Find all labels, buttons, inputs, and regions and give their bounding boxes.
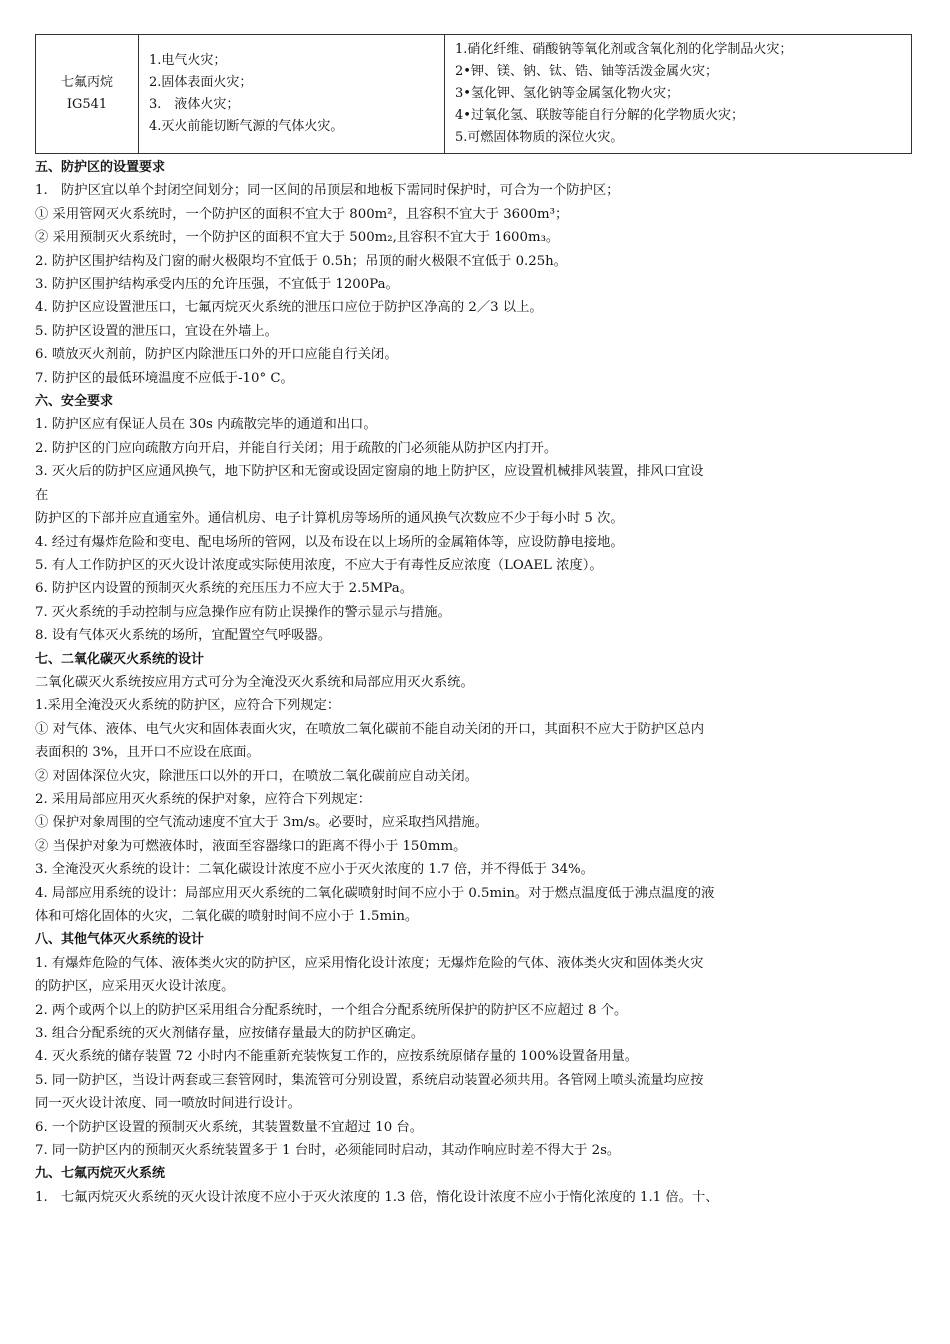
paragraph-line: 5. 有人工作防护区的灭火设计浓度或实际使用浓度，不应大于有毒性反应浓度（LOAEL 浓度）。 — [35, 557, 603, 573]
document-body — [35, 156, 912, 1209]
paragraph-line: 1. 防护区应有保证人员在 30s 内疏散完毕的通道和出口。 — [35, 417, 377, 433]
paragraph-line: 7. 灭火系统的手动控制与应急操作应有防止误操作的警示显示与措施。 — [35, 604, 451, 620]
not-applicable-item: 4•过氧化氢、联胺等能自行分解的化学物质火灾； — [455, 108, 744, 123]
paragraph-line: ① 保护对象周围的空气流动速度不宜大于 3m/s。必要时，应采取挡风措施。 — [35, 815, 489, 831]
paragraph-line: 6. 喷放灭火剂前，防护区内除泄压口外的开口应能自行关闭。 — [35, 347, 398, 363]
paragraph-line: 8. 设有气体灭火系统的场所，宜配置空气呼吸器。 — [35, 628, 332, 644]
paragraph-line: 2. 两个或两个以上的防护区采用组合分配系统时，一个组合分配系统所保护的防护区不应超过 8 个。 — [35, 1002, 628, 1018]
paragraph-line: 7. 防护区的最低环境温度不应低于-10° C。 — [35, 370, 294, 386]
applicable-item: 4.灭火前能切断气源的气体火灾。 — [149, 119, 344, 134]
applicable-item: 3. 液体火灾； — [149, 97, 240, 112]
section-heading: 九、七氟丙烷灭火系统 — [35, 1166, 166, 1182]
paragraph-line: ① 采用管网灭火系统时，一个防护区的面积不宜大于 800m²，且容积不宜大于 3600m³； — [35, 206, 569, 222]
paragraph-line: 3. 防护区围护结构承受内压的允许压强，不宜低于 1200Pa。 — [35, 277, 399, 293]
section-heading: 五、防护区的设置要求 — [35, 160, 166, 175]
paragraph-line: 的防护区，应采用灭火设计浓度。 — [35, 979, 235, 995]
not-applicable-item: 2•钾、镁、钠、钛、锆、铀等活泼金属火灾； — [455, 64, 718, 79]
applicable-item: 2.固体表面火灾； — [149, 75, 253, 90]
paragraph-line: 同一灭火设计浓度、同一喷放时间进行设计。 — [35, 1096, 301, 1112]
paragraph-line: ② 采用预制灭火系统时，一个防护区的面积不宜大于 500m₂,且容积不宜大于 1600m₃。 — [35, 230, 560, 246]
paragraph-line: 3. 灭火后的防护区应通风换气，地下防护区和无窗或设固定窗扇的地上防护区，应设置机械排风装置，排风口宜设 — [35, 464, 704, 480]
applicable-item: 1.电气火灾； — [149, 53, 227, 68]
paragraph-line: 体和可熔化固体的火灾，二氧化碳的喷射时间不应小于 1.5min。 — [35, 909, 419, 924]
applicable-fires-cell — [139, 35, 445, 154]
paragraph-line: 1. 防护区宜以单个封闭空间划分；同一区间的吊顶层和地板下需同时保护时，可合为一个防护区； — [35, 183, 620, 199]
extinguishing-agent-table — [35, 34, 912, 154]
not-applicable-item: 5.可燃固体物质的深位火灾。 — [455, 130, 624, 145]
paragraph-line: 1. 七氟丙烷灭火系统的灭火设计浓度不应小于灭火浓度的 1.3 倍，惰化设计浓度不应小于惰化浓度的 1.1 倍。十、 — [35, 1189, 719, 1205]
agent-name-line: IG541 — [66, 97, 108, 112]
paragraph-line: ② 对固体深位火灾，除泄压口以外的开口，在喷放二氧化碳前应自动关闭。 — [35, 768, 479, 784]
paragraph-line: 2. 采用局部应用灭火系统的保护对象，应符合下列规定： — [35, 791, 372, 807]
paragraph-line: 4. 灭火系统的储存装置 72 小时内不能重新充装恢复工作的，应按系统原储存量的 100%设置备用量。 — [35, 1049, 639, 1065]
not-applicable-item: 3•氢化钾、氢化钠等金属氢化物火灾； — [455, 86, 679, 101]
paragraph-line: 1.采用全淹没灭火系统的防护区，应符合下列规定： — [35, 698, 341, 714]
paragraph-line: 2. 防护区围护结构及门窗的耐火极限均不宜低于 0.5h；吊顶的耐火极限不宜低于 0.25h。 — [35, 253, 568, 269]
paragraph-line: 7. 同一防护区内的预制灭火系统装置多于 1 台时，必须能同时启动，其动作响应时差不得大于 2s。 — [35, 1143, 621, 1159]
paragraph-line: 表面积的 3%，且开口不应设在底面。 — [35, 745, 260, 761]
section-heading: 六、安全要求 — [35, 394, 114, 410]
paragraph-line: 在 — [35, 487, 49, 503]
paragraph-line: 2. 防护区的门应向疏散方向开启，并能自行关闭；用于疏散的门必须能从防护区内打开。 — [35, 440, 558, 456]
paragraph-line: ① 对气体、液体、电气火灾和固体表面火灾，在喷放二氧化碳前不能自动关闭的开口，其面积不应大于防护区总内 — [35, 721, 705, 737]
table-row — [36, 35, 912, 154]
paragraph-line: 6. 防护区内设置的预制灭火系统的充压压力不应大于 2.5MPa。 — [35, 581, 414, 597]
paragraph-line: 6. 一个防护区设置的预制灭火系统，其装置数量不宜超过 10 台。 — [35, 1119, 424, 1135]
not-applicable-fires-cell — [445, 35, 912, 154]
not-applicable-item: 1.硝化纤维、硝酸钠等氧化剂或含氧化剂的化学制品火灾； — [455, 42, 793, 57]
paragraph-line: 防护区的下部并应直通室外。通信机房、电子计算机房等场所的通风换气次数应不少于每小时 5 次。 — [35, 511, 624, 527]
paragraph-line: 4. 局部应用系统的设计：局部应用灭火系统的二氧化碳喷射时间不应小于 0.5min。对于燃点温度低于沸点温度的液 — [35, 885, 715, 901]
section-heading: 八、其他气体灭火系统的设计 — [35, 932, 205, 948]
paragraph-line: 4. 防护区应设置泄压口，七氟丙烷灭火系统的泄压口应位于防护区净高的 2／3 以上。 — [35, 300, 543, 316]
section-heading: 七、二氧化碳灭火系统的设计 — [35, 651, 205, 667]
agent-name-line: 七氟丙烷 — [60, 75, 113, 90]
paragraph-line: ② 当保护对象为可燃液体时，液面至容器缘口的距离不得小于 150mm。 — [35, 838, 467, 854]
paragraph-line: 3. 组合分配系统的灭火剂储存量，应按储存量最大的防护区确定。 — [35, 1026, 425, 1042]
paragraph-line: 3. 全淹没灭火系统的设计：二氧化碳设计浓度不应小于灭火浓度的 1.7 倍，并不得低于 34%。 — [35, 862, 594, 878]
paragraph-line: 二氧化碳灭火系统按应用方式可分为全淹没灭火系统和局部应用灭火系统。 — [35, 674, 474, 690]
paragraph-line: 5. 防护区设置的泄压口，宜设在外墙上。 — [35, 323, 278, 339]
paragraph-line: 1. 有爆炸危险的气体、液体类火灾的防护区，应采用惰化设计浓度；无爆炸危险的气体、液体类火灾和固体类火灾 — [35, 955, 704, 971]
agent-name-cell — [36, 35, 139, 154]
paragraph-line: 4. 经过有爆炸危险和变电、配电场所的管网，以及布设在以上场所的金属箱体等，应设防静电接地。 — [35, 534, 624, 550]
paragraph-line: 5. 同一防护区，当设计两套或三套管网时，集流管可分别设置，系统启动装置必须共用。各管网上喷头流量均应按 — [35, 1072, 704, 1088]
